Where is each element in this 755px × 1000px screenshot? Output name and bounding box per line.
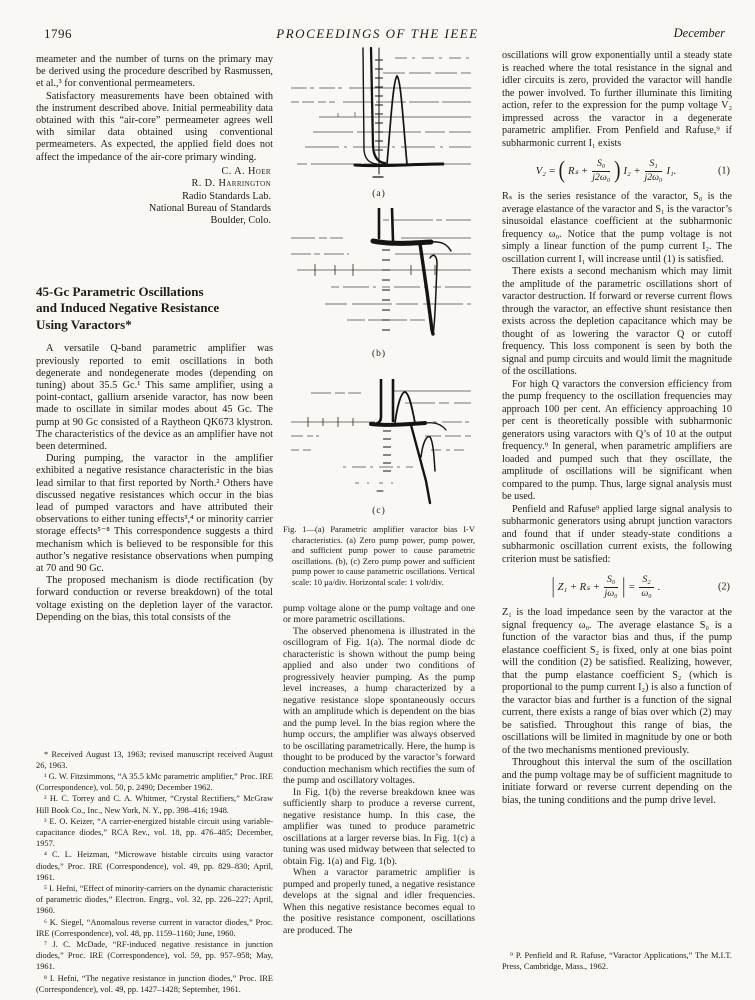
page-header — [0, 24, 755, 46]
page-number: 1796 — [44, 26, 72, 41]
fraction: $\frac{\text{S₀}}{\text{jω₀}}$ — [604, 574, 618, 599]
paragraph: Throughout this interval the sum of the oscillation and the pump voltage may be of sufficient magnitude to initiate forward or reverse current depending on the bias, the tuning conditions and the pump drive level. — [502, 757, 732, 806]
footnote: ² H. C. Torrey and C. A. Whitmer, “Crystal Rectifiers,” McGraw Hill Book Co., Inc., New York, N. Y., pp. 398–416; 1948. — [36, 794, 273, 815]
footnote: ⁷ J. C. McDade, “RF-induced negative resistance in junction diodes,” Proc. IRE (Correspondence), vol. 59, pp. 957–958; May, 1961. — [36, 939, 273, 972]
paragraph: Z₁ is the load impedance seen by the varactor at the signal frequency ω₀. The average elastance S₀ is a function of the varactor bias and thus, if the pump elastance coefficient S₂ is fixed, only at one bias point will the condition (2) be satisfied. Realizing, however, that the pump elastance coefficient S₂ (which is proportional to the pump current I₂) is also a function of the varactor bias and further is a function of the signal current, there exists a range of bias over which (2) may be satisfied. Throughout this range of bias, the oscillations will be limited in magnitude by one or both of the two mechanisms mentioned previously. — [502, 607, 732, 756]
right-column — [502, 50, 732, 972]
signature-block — [36, 166, 271, 228]
eq2-term: Z₁ + Rₛ + — [557, 582, 600, 593]
open-paren: ( — [558, 157, 565, 184]
paragraph: Satisfactory measurements have been obtained with the instrument described above. Initial permeability data obtained with this “air-core” permeameter agrees well with similar data obtained using conventional permeameters. As expected, the applied field does not affect the impedance of the air-core primary winding. — [36, 90, 273, 163]
footnotes-block — [502, 950, 732, 972]
footnotes-block — [36, 749, 273, 995]
article-title-line: and Induced Negative Resistance — [36, 300, 220, 316]
vertical-bar: | — [622, 574, 626, 599]
footnote: * Received August 13, 1963; revised manuscript received August 26, 1963. — [36, 749, 273, 770]
eq2-equals: = — [628, 581, 636, 593]
equation-2-body — [552, 575, 661, 599]
fraction: $\frac{\text{S₁}}{\text{j2ω₀}}$ — [644, 158, 663, 183]
article-title — [36, 284, 273, 334]
paragraph: oscillations will grow exponentially until a steady state is reached where the total resistance in the signal and idler circuits is zero, provided the varactor will handle the power involved. To further illuminate this limiting action, refer to the expression for the pump voltage V₂ impressed across the varactor in a degenerate parametric amplifier. From Penfield and Rafuse,⁹ if subharmonic current I₁ exists — [502, 50, 732, 149]
paragraph: Rₛ is the series resistance of the varactor, S₀ is the average elastance of the varactor and S₁ is the varactor’s sinusoidal elastance coefficient at the subharmonic frequency ω₀. Notice that the pump voltage is not simply a linear function of the pump current I₂. The oscillation current I₁ will increase until (1) is satisfied. — [502, 191, 732, 265]
eq2-term: . — [657, 581, 661, 593]
subfigure-a — [283, 46, 475, 199]
subfigure-a-label: (a) — [372, 189, 386, 199]
subfigure-c — [283, 379, 475, 516]
oscillogram-a — [283, 46, 475, 188]
subfigure-b — [283, 208, 475, 359]
footnote: ⁵ I. Hefni, “Effect of minority-carriers on the dynamic characteristic of parametric diodes,” Electron. Engrg., vol. 32, pp. 226–227; April, 1960. — [36, 883, 273, 916]
author-name: C. A. Hoer — [221, 165, 271, 177]
subfigure-b-label: (b) — [371, 349, 387, 359]
fraction: $\frac{\text{S₀}}{\text{j2ω₀}}$ — [592, 158, 611, 183]
eq1-lhs: V₂ = — [535, 165, 556, 177]
eq1-term: I₁. — [666, 165, 677, 177]
close-paren: ) — [614, 157, 621, 184]
oscillogram-b — [283, 208, 475, 348]
footnote: ³ E. O. Keizer, “A carrier-energized bistable circuit using variable-capacitance diodes,” RCA Rev., vol. 18, pp. 476–485; December, 1957. — [36, 816, 273, 849]
equation-1-body — [536, 159, 677, 183]
paragraph: A versatile Q-band parametric amplifier was previously reported to emit oscillations in both degenerate and nondegenerate modes (depending on tuning) about 35.5 Gc.¹ This same amplifier, using a point-contact, gallium arsenide varactor, has now been made to oscillate in similar modes about 45 Gc. The pump at 90 Gc consisted of a Raytheon QK673 klystron. The characteristics of the device as an amplifier have not been determined. — [36, 343, 273, 452]
footnote: ⁴ C. L. Heizman, “Microwave bistable circuits using varactor diodes,” Proc. IRE (Correspondence), vol. 49, pp. 829–830; April, 1961. — [36, 850, 273, 882]
equation-2-number: (2) — [717, 581, 730, 593]
footnote: ⁹ P. Penfield and R. Rafuse, “Varactor Applications,” The M.I.T. Press, Cambridge, Mass., 1962. — [502, 950, 732, 971]
footnote: ⁸ I. Hefni, “The negative resistance in junction diodes,” Proc. IRE (Correspondence), vol. 49, pp. 1427–1428; September, 1961. — [36, 973, 273, 994]
affiliation-line: Radio Standards Lab. — [182, 190, 271, 202]
journal-title: PROCEEDINGS OF THE IEEE — [276, 26, 479, 41]
author-name: R. D. Harrington — [191, 178, 271, 190]
footnote: ⁶ K. Siegel, “Anomalous reverse current in varactor diodes,” Proc. IRE (Correspondence), vol. 48, pp. 1159–1160; June, 1960. — [36, 917, 273, 938]
vertical-bar: | — [551, 574, 555, 599]
equation-1 — [502, 159, 732, 183]
oscillogram-c — [283, 379, 475, 505]
fraction: $\frac{\text{S₂}}{\text{ω₀}}$ — [641, 574, 652, 599]
footnote: ¹ G. W. Fitzsimmons, “A 35.5 kMc parametric amplifier,” Proc. IRE (Correspondence), vol. 50, p. 2490; December 1962. — [36, 771, 273, 793]
paragraph: meameter and the number of turns on the primary may be derived using the procedure described by Rasmussen, et al.,³ for conventional permeameters. — [36, 54, 273, 90]
figure-1 — [283, 46, 475, 588]
eq1-term: Rₛ + — [567, 166, 589, 177]
figure-caption: Fig. 1—(a) Parametric amplifier varactor bias I-V characteristics. (a) Zero pump power, pump power, and sufficient pump power to cause parametric oscillations. (b), (c) Zero pump power and sufficient pump power to cause parametric oscillations. Vertical scale: 10 μa/div. Horizontal scale: 1 volt/div. — [283, 524, 475, 587]
paragraph: For high Q varactors the conversion efficiency from the pump frequency to the oscillation frequencies may approach 100 per cent. An efficiency approaching 10 per cent is theoretically possible with subharmonic generators using varactors with Q’s of 10 at the output frequency.⁹ In general, when parametric amplifiers are loaded and pumped such that they oscillate, the amplitude of oscillations will be significant when compared to the pump. Thus, large signal analysis must be used. — [502, 378, 732, 502]
article-title-line: 45-Gc Parametric Oscillations — [36, 283, 204, 299]
left-column — [36, 54, 273, 995]
equation-1-number: (1) — [717, 165, 730, 177]
paragraph: The proposed mechanism is diode rectification (by forward conduction or reverse breakdown) of the total voltage existing on the depletion layer of the varactor. Depending on the bias, this total consists of the — [36, 575, 273, 623]
paragraph: pump voltage alone or the pump voltage and one or more parametric oscillations. — [283, 602, 475, 626]
paragraph: In Fig. 1(b) the reverse breakdown knee was sufficiently sharp to produce a reverse current, negative resistance hump. In this case, the amplifier was tuned to produce parametric oscillations at a larger reverse bias. In Fig. 1(c) a tuning was used midway between that selected to obtain Fig. 1(a) and Fig. 1(b). — [283, 786, 475, 867]
issue-date: December — [673, 26, 725, 40]
paragraph: When a varactor parametric amplifier is pumped and properly tuned, a negative resistance develops at the signal and idler frequencies. When this negative resistance becomes equal to the positive resistance component, oscillations are produced. The — [283, 867, 475, 936]
subfigure-c-label: (c) — [372, 506, 386, 516]
article-title-line: Using Varactors* — [36, 316, 132, 332]
affiliation-line: National Bureau of Standards — [148, 203, 271, 215]
center-column — [283, 46, 475, 936]
affiliation-line: Boulder, Colo. — [210, 215, 271, 227]
paragraph: Penfield and Rafuse⁹ applied large signal analysis to subharmonic generators using abrupt junction varactors and found that if under steady-state conditions a subharmonic oscillation current exists, the following criterion must be satisfied: — [502, 503, 732, 565]
equation-2 — [502, 575, 732, 599]
paragraph: There exists a second mechanism which may limit the amplitude of the parametric oscillations short of varactor destruction. If forward or reverse current flows through the varactor, an effective shunt resistance then exists across the depletion capacitance which may be thought of as lowering the varactor Q or cutoff frequency. This loss component is seen by both the signal and pump circuits and would limit the magnitude of the oscillations. — [502, 266, 732, 377]
paragraph: During pumping, the varactor in the amplifier exhibited a negative resistance characteristic in the bias lead similar to that first reported by North.² Others have discussed negative resistances which occur in the bias lead of pumped varactors and have attributed their observations to either tuning effects³,⁴ or minority carrier storage effects⁵⁻⁸ This correspondence suggests a third mechanism which is believed to be responsible for this author’s negative resistance observations when pumping at 70 and 90 Gc. — [36, 453, 273, 575]
eq1-term: I₂ + — [623, 165, 641, 177]
paragraph: The observed phenomena is illustrated in the oscillogram of Fig. 1(a). The normal diode dc characteristic is shown without the pump being applied and also under two conditions of progressively heavier pumping. As the pump level increases, a hump characterized by a negative resistance slope spontaneously occurs with an amplitude which is dependent on the bias and the pump level. In the bias region where the hump occurs, the amplifier was always observed to be oscillating parametrically. Here, the hump is thought to be produced by the varactor’s forward conduction mechanism which rectifies the sum of the pump and oscillatory voltages. — [283, 625, 475, 787]
